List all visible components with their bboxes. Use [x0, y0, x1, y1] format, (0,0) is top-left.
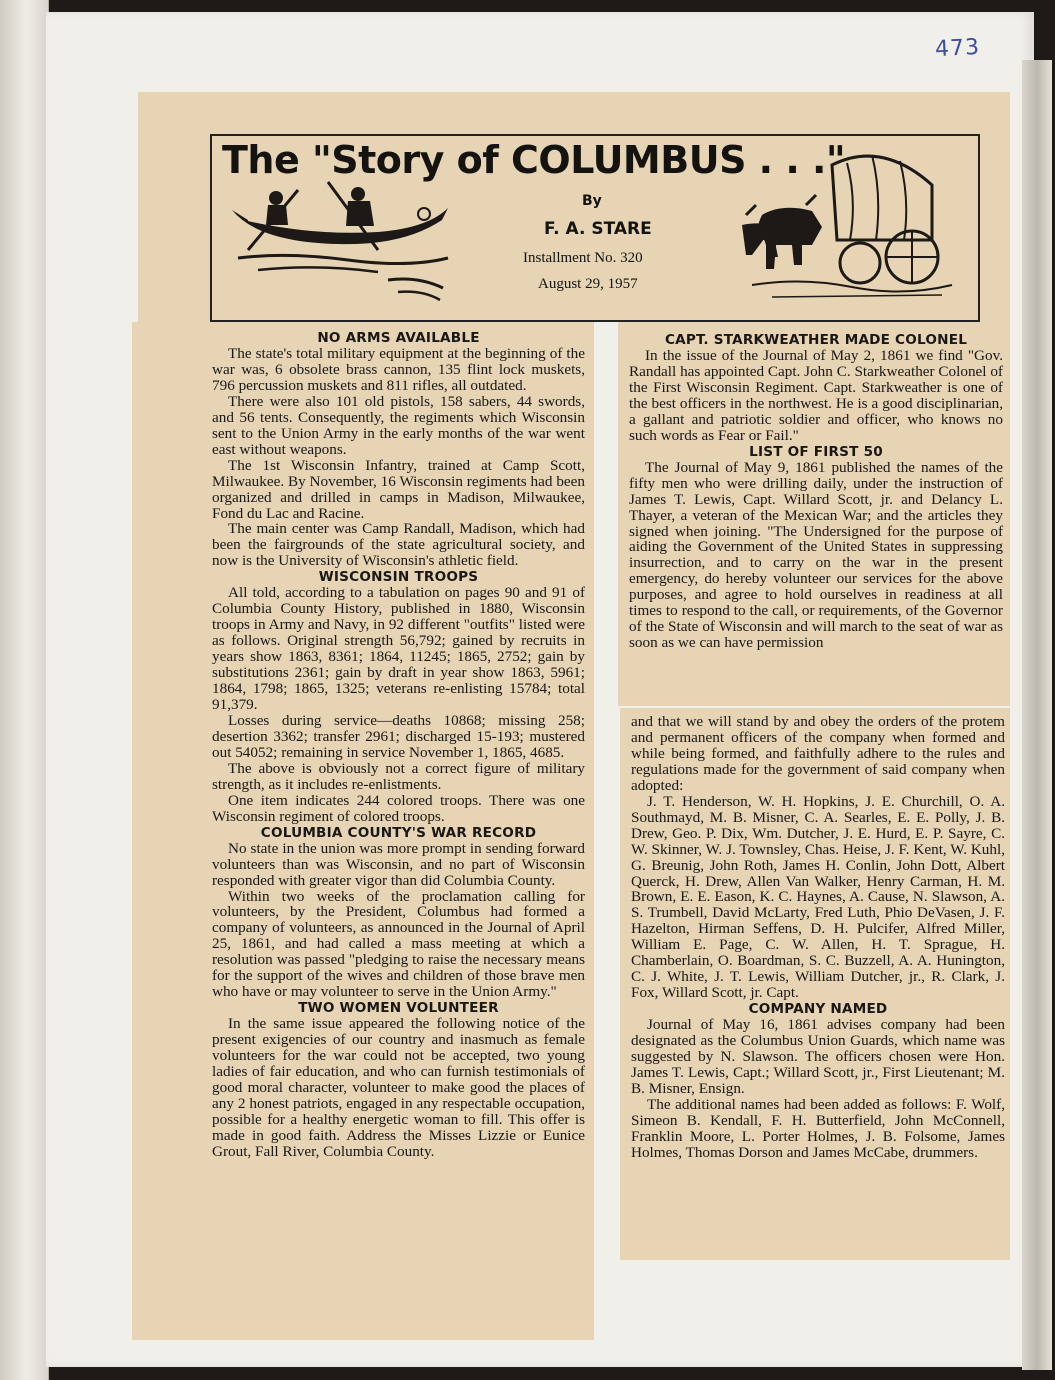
paragraph: The state's total military equipment at the beginning of the war was, 6 obsolete brass cannon, 135 flint lock muskets, 796 percussion muskets and 811 rifles, all outdated.	[212, 345, 585, 394]
right-column-bottom	[631, 714, 1005, 1161]
section-heading: COLUMBIA COUNTY'S WAR RECORD	[260, 824, 537, 841]
paragraph: There were also 101 old pistols, 158 sabers, 44 swords, and 56 tents. Consequently, the regiments which Wisconsin sent to the Union Army in the early months of the war went east without weapons.	[212, 392, 585, 458]
paragraph: The main center was Camp Randall, Madison, which had been the fairgrounds of the state agricultural society, and now is the University of Wisconsin's athletic field.	[212, 520, 585, 570]
section-heading: WISCONSIN TROOPS	[318, 569, 479, 586]
author-name: F. A. STARE	[544, 219, 652, 239]
page-number: 473	[934, 34, 981, 63]
left-column	[212, 330, 585, 1160]
publication-date: August 29, 1957	[538, 276, 638, 292]
section-heading: NO ARMS AVAILABLE	[317, 330, 480, 346]
section-heading: CAPT. STARKWEATHER MADE COLONEL	[664, 332, 968, 348]
covered-wagon-illustration	[742, 145, 958, 310]
paragraph: The 1st Wisconsin Infantry, trained at Camp Scott, Milwaukee. By November, 16 Wisconsin regiments had been organized and drilled in camps in Madison, Milwaukee, Fond du Lac and Racine.	[212, 456, 585, 522]
paragraph: The Journal of May 9, 1861 published the names of the fifty men who were drilling daily, under the instruction of James T. Lewis, Capt. Willard Scott, jr. and Delancy L. Thayer, a veteran of the Mexican War; and the articles they signed when joining. "The Undersigned for the purpose of aiding the Government of the United States in suppressing insurrection, and to carry on the war in the present emergency, do hereby volunteer our services for the above purposes, and agree to hold ourselves in readiness at all times to respond to the call, or requirements, of the Governor of the State of Wisconsin and will march to the seat of war as soon as we can have permission	[629, 458, 1003, 652]
canoe-illustration	[228, 180, 458, 305]
page-stack-edge	[1022, 60, 1052, 1370]
album-binding	[0, 0, 49, 1380]
section-heading: COMPANY NAMED	[748, 1001, 888, 1018]
article-title: The "Story of COLUMBUS . . ."	[222, 138, 846, 182]
paragraph: All told, according to a tabulation on pages 90 and 91 of Columbia County History, published in 1880, Wisconsin troops in Army and Navy, in 92 different "outfits" listed were as follows. Original strength 56,792; gained by recruits in years show 1863, 8361; 1864, 11245; 1865, 2752; gain by substitutions 2361; gain by draft in year show 1863, 5961; 1864, 1798; 1865, 1325; veterans re-enlisting 15784; total 91,379.	[212, 584, 585, 714]
section-heading: TWO WOMEN VOLUNTEER	[298, 1000, 499, 1017]
right-column-top	[629, 332, 1003, 651]
paragraph: Within two weeks of the proclamation calling for volunteers, by the President, Columbus had formed a company of volunteers, as announced in the Journal of April 25, 1861, and had called a mass meeting at which a resolution was passed "pledging to raise the necessary means for the support of the wives and children of those brave men who have or may volunteer to serve in the Union Army."	[212, 887, 585, 1001]
paragraph: In the issue of the Journal of May 2, 1861 we find "Gov. Randall has appointed Capt. John C. Starkweather Colonel of the First Wisconsin Regiment. Capt. Starkweather is one of the best officers in the northwest. He is a good disciplinarian, a gallant and patriotic soldier and officer, who knows no such words as Fear or Fail."	[629, 347, 1003, 444]
paragraph: The above is obviously not a correct figure of military strength, as it includes re-enlistments.	[212, 759, 585, 793]
paragraph: Journal of May 16, 1861 advises company had been designated as the Columbus Union Guards, which name was suggested by N. Slawson. The officers chosen were Hon. James T. Lewis, Capt.; Willard Scott, jr., First Lieutenant; M. B. Misner, Ensign.	[631, 1016, 1005, 1097]
paragraph: In the same issue appeared the following notice of the present exigencies of our country and inasmuch as female volunteers for the war could not be accepted, two young ladies of fair education, and who can furnish testimonials of good moral character, volunteer to make good the places of any 2 honest patriots, engaged in any respectable occupation, possible for a healthy energetic woman to fill. This offer is made in good faith. Address the Misses Lizzie or Eunice Grout, Fall River, Columbia County.	[212, 1015, 585, 1160]
paragraph: and that we will stand by and obey the orders of the protem and permanent officers of the company when formed and while being formed, and faithfully adhere to the rules and regulations made for the government of said company when adopted:	[631, 713, 1005, 794]
installment-number: Installment No. 320	[523, 250, 643, 266]
name-list: J. T. Henderson, W. H. Hopkins, J. E. Churchill, O. A. Southmayd, M. B. Misner, C. A. Searles, E. E. Polly, J. B. Drew, Geo. P. Dix, Wm. Dutcher, J. E. Hurd, E. P. Sayre, C. W. Skinner, W. J. Townsley, Chas. Heise, J. F. Kent, W. Kuhl, G. Breunig, John Roth, James H. Conlin, John Dott, Albert Querck, H. Drew, Allen Van Walker, Henry Carman, H. M. Brown, E. E. Eason, K. C. Haynes, A. Cause, N. Slawson, A. S. Trumbell, David McLarty, Fred Luth, Phio DeVasen, J. F. Hazelton, Hirman Seffens, D. H. Pulcifer, Alfred Miller, William E. Page, C. W. Allen, H. T. Sprague, H. Chamberlain, O. Boardman, S. C. Buzzell, A. A. Hunington, C. J. White, J. T. Lewis, William Dutcher, jr., R. Clark, J. Fox, Willard Scott, jr. Capt.	[631, 792, 1005, 1002]
byline: By	[582, 193, 602, 209]
section-heading: LIST OF FIRST 50	[749, 443, 883, 460]
paragraph: Losses during service—deaths 10868; missing 258; desertion 3362; transfer 2961; discharged 15-193; mustered out 54052; remaining in service November 1, 1865, 4685.	[212, 711, 585, 761]
paragraph: One item indicates 244 colored troops. There was one Wisconsin regiment of colored troops.	[212, 791, 585, 825]
paragraph: The additional names had been added as follows: F. Wolf, Simeon B. Kendall, F. H. Butterfield, John McConnell, Franklin Moore, L. Porter Holmes, J. B. Folsome, James Holmes, Thomas Dorson and James McCabe, drummers.	[631, 1095, 1005, 1161]
paragraph: No state in the union was more prompt in sending forward volunteers than was Wisconsin, and no part of Wisconsin responded with greater vigor than did Columbia County.	[212, 839, 585, 889]
